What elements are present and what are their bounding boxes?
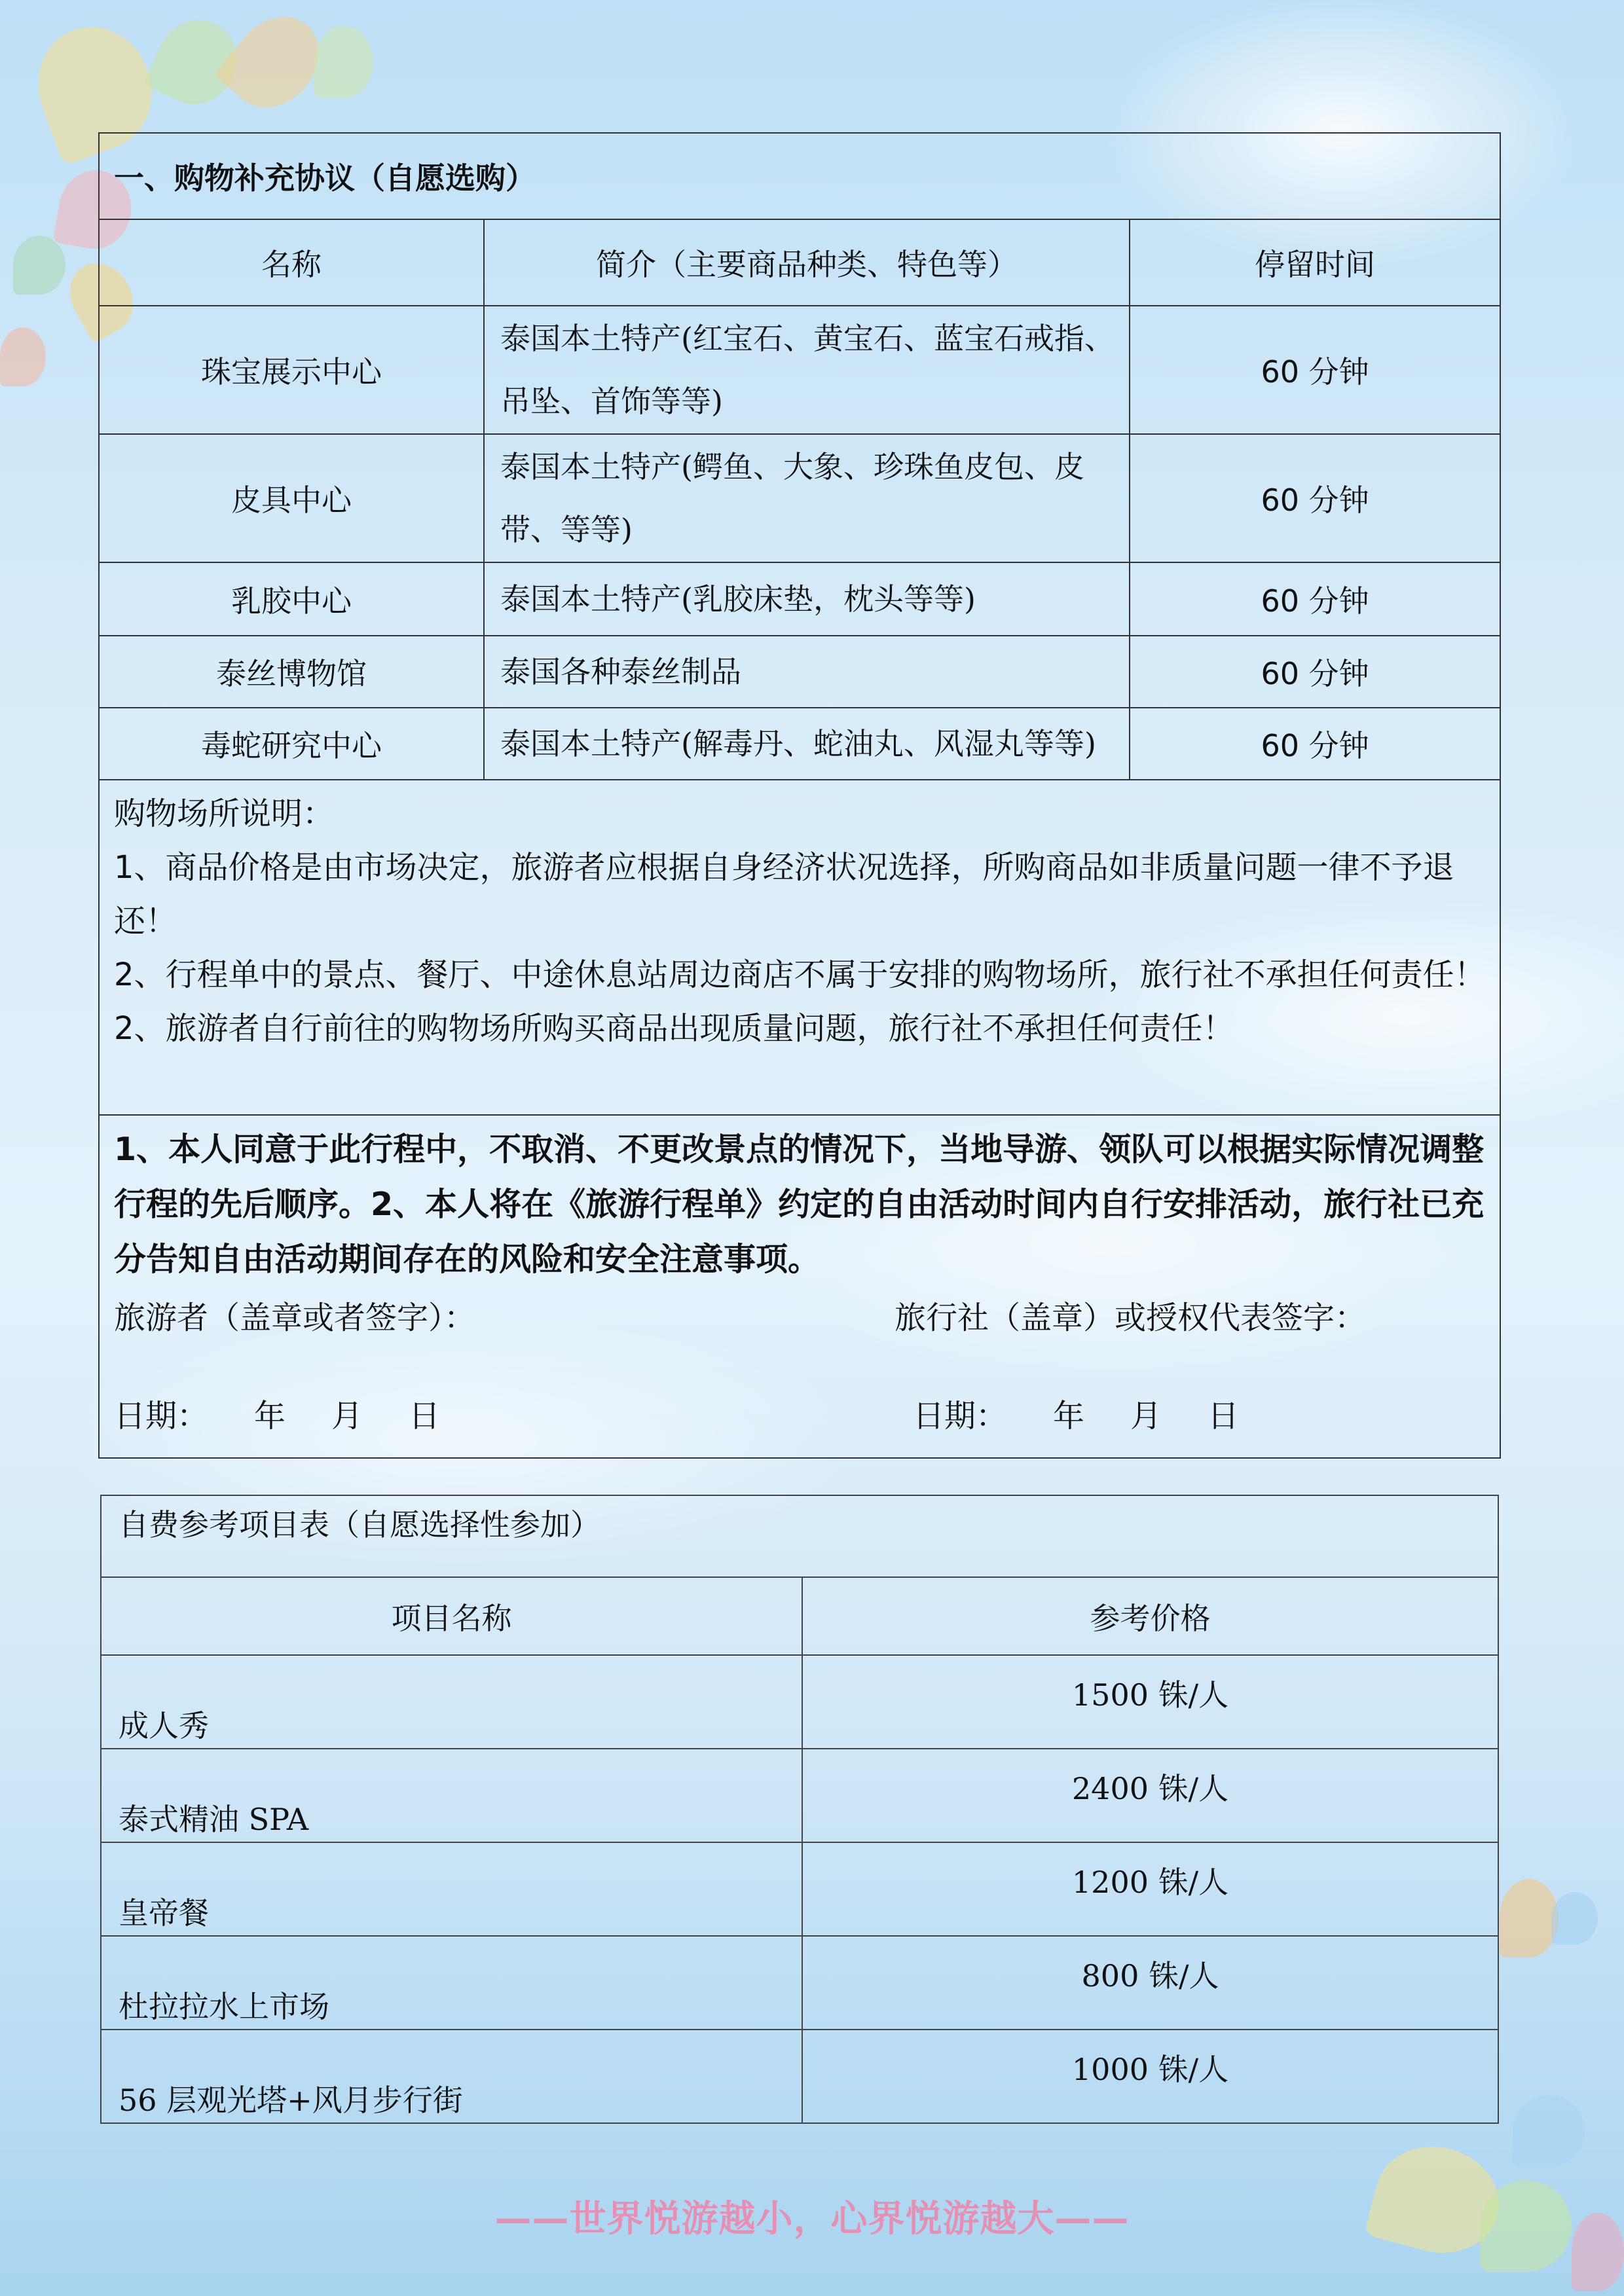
shop-name: 毒蛇研究中心 [99, 708, 484, 780]
shopping-table-title: 一、购物补充协议（自愿选购） [99, 133, 1500, 219]
table-row [101, 2030, 1498, 2123]
shop-desc: 泰国本土特产(鳄鱼、大象、珍珠鱼皮包、皮带、等等) [484, 434, 1130, 562]
item-price: 1200 铢/人 [802, 1842, 1498, 1936]
shop-desc: 泰国本土特产(解毒丹、蛇油丸、风湿丸等等) [484, 708, 1130, 780]
item-price: 2400 铢/人 [802, 1749, 1498, 1842]
notes-item: 1、商品价格是由市场决定，旅游者应根据自身经济状况选择，所购商品如非质量问题一律不予退还！ [114, 849, 1454, 939]
footer-slogan: ——世界悦游越小，心界悦游越大—— [494, 2198, 1130, 2240]
shop-name: 珠宝展示中心 [99, 306, 484, 434]
table-row [101, 1842, 1498, 1936]
optional-table-header [101, 1577, 1498, 1655]
shop-desc: 泰国本土特产(红宝石、黄宝石、蓝宝石戒指、吊坠、首饰等等) [484, 306, 1130, 434]
month-label: 月 [331, 1397, 363, 1434]
month-label: 月 [1130, 1397, 1162, 1434]
table-row [101, 1655, 1498, 1749]
day-label: 日 [409, 1397, 441, 1434]
header-time: 停留时间 [1130, 219, 1500, 306]
shop-time: 60 分钟 [1130, 562, 1500, 636]
shop-name: 皮具中心 [99, 434, 484, 562]
notes-item: 2、旅游者自行前往的购物场所购买商品出现质量问题，旅行社不承担任何责任！ [114, 1010, 1234, 1047]
agreement-text: 1、本人同意于此行程中，不取消、不更改景点的情况下，当地导游、领队可以根据实际情况调整行程的先后顺序。2、本人将在《旅游行程单》约定的自由活动时间内自行安排活动，旅行社已充分告知自由活动期间存在的风险和安全注意事项。 [114, 1131, 1485, 1278]
agreement-section [99, 1115, 1500, 1458]
shop-time: 60 分钟 [1130, 708, 1500, 780]
header-price: 参考价格 [802, 1577, 1498, 1655]
item-name: 56 层观光塔+风月步行街 [101, 2030, 802, 2123]
tourist-date [114, 1391, 913, 1436]
date-row [114, 1387, 1488, 1439]
table-row [99, 562, 1500, 636]
item-name: 杜拉拉水上市场 [101, 1936, 802, 2030]
shop-time: 60 分钟 [1130, 434, 1500, 562]
item-price: 1000 铢/人 [802, 2030, 1498, 2123]
date-label: 日期： [913, 1397, 1008, 1434]
item-price: 1500 铢/人 [802, 1655, 1498, 1749]
notes-heading: 购物场所说明： [114, 795, 335, 832]
shop-name: 乳胶中心 [99, 562, 484, 636]
header-item-name: 项目名称 [101, 1577, 802, 1655]
shop-desc: 泰国各种泰丝制品 [484, 636, 1130, 708]
item-name: 泰式精油 SPA [101, 1749, 802, 1842]
shopping-table-header [99, 219, 1500, 306]
shop-time: 60 分钟 [1130, 306, 1500, 434]
shop-time: 60 分钟 [1130, 636, 1500, 708]
table-row [101, 1749, 1498, 1842]
item-price: 800 铢/人 [802, 1936, 1498, 2030]
header-name: 名称 [99, 219, 484, 306]
optional-table-title: 自费参考项目表（自愿选择性参加） [101, 1495, 1498, 1577]
tourist-signature-label: 旅游者（盖章或者签字）： [114, 1299, 476, 1336]
table-row [99, 306, 1500, 434]
date-label: 日期： [114, 1397, 209, 1434]
optional-items-table [100, 1495, 1499, 2124]
shop-desc: 泰国本土特产(乳胶床垫，枕头等等) [484, 562, 1130, 636]
year-label: 年 [254, 1397, 286, 1434]
shopping-notes [99, 780, 1500, 1115]
table-row [99, 708, 1500, 780]
day-label: 日 [1208, 1397, 1240, 1434]
shopping-agreement-table [98, 132, 1501, 1459]
item-name: 皇帝餐 [101, 1842, 802, 1936]
item-name: 成人秀 [101, 1655, 802, 1749]
agency-signature-label: 旅行社（盖章）或授权代表签字： [895, 1299, 1367, 1336]
agency-date [913, 1391, 1239, 1436]
table-row [99, 434, 1500, 562]
notes-item: 2、行程单中的景点、餐厅、中途休息站周边商店不属于安排的购物场所，旅行社不承担任何责任！ [114, 957, 1486, 993]
signature-row [114, 1288, 1488, 1341]
year-label: 年 [1053, 1397, 1085, 1434]
header-desc: 简介（主要商品种类、特色等） [484, 219, 1130, 306]
table-row [99, 636, 1500, 708]
table-row [101, 1936, 1498, 2030]
shop-name: 泰丝博物馆 [99, 636, 484, 708]
